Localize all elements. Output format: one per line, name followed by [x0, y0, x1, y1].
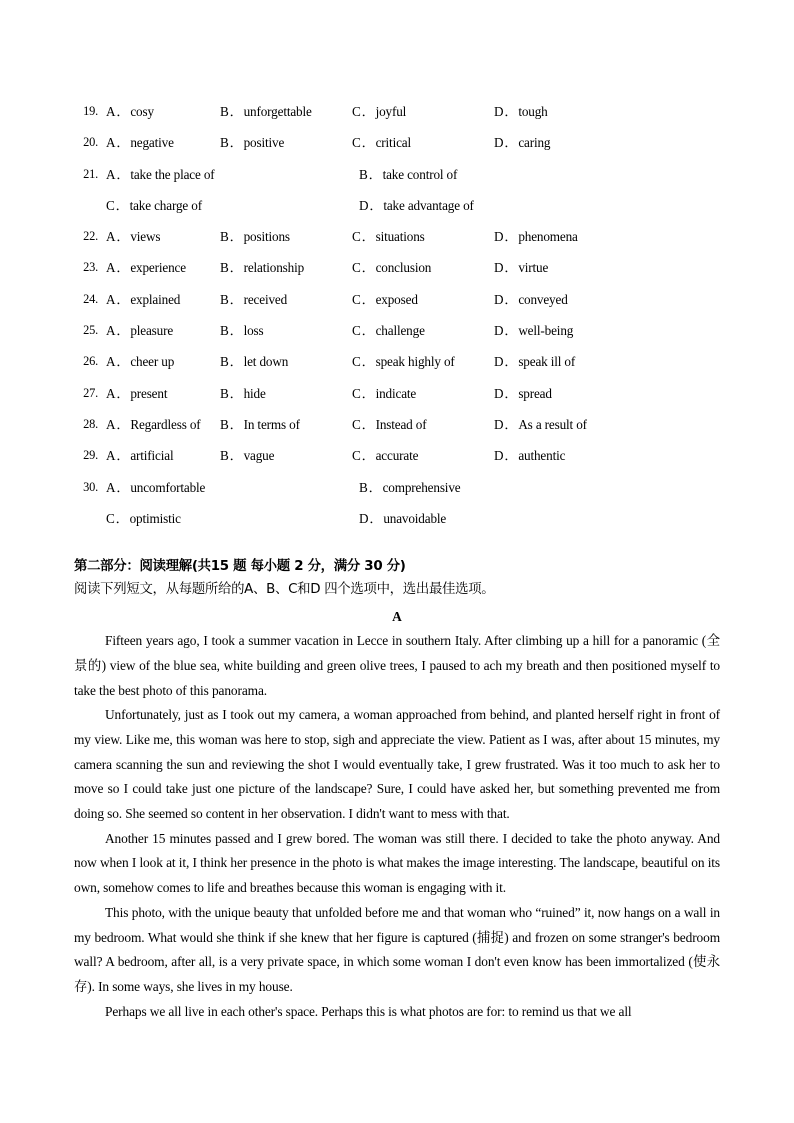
question-row-21 [74, 159, 720, 190]
option-d-text: take advantage of [383, 197, 474, 213]
option-a[interactable] [106, 284, 180, 315]
option-d-text: unavoidable [383, 510, 447, 526]
option-b-text: relationship [243, 260, 305, 276]
option-a[interactable] [106, 346, 174, 377]
question-number: 22. [83, 229, 98, 244]
option-a-label: A． [106, 104, 131, 119]
question-row-20 [74, 127, 720, 158]
option-d-text: authentic [518, 448, 566, 464]
option-d-text: caring [518, 135, 551, 151]
option-a-text: cheer up [130, 354, 175, 370]
option-d-text: conveyed [518, 291, 568, 307]
question-row-22 [74, 221, 720, 252]
question-number: 23. [83, 260, 98, 275]
passage-paragraph-5: Perhaps we all live in each other's space. Perhaps this is what photos are for: to remind us that we all [105, 1003, 632, 1019]
option-d[interactable] [359, 190, 474, 221]
question-number: 19. [83, 104, 98, 118]
option-d[interactable] [494, 346, 575, 377]
passage-paragraph-2: Unfortunately, just as I took out my camera, a woman approached from behind, and planted herself right in front of my view. Like me, this woman was here to stop, sigh and appreciate the view. Patient as I was, after about 15 minutes, my camera scanning the sun and reviewing the shot I would eventually take, I grew frustrated. Was it too much to ask her to move so I could take just one picture of the landscape? Sure, I could have asked her, but something prevented me from doing so. She seemed so content in her observation. I didn't want to mess with that. [74, 707, 720, 822]
option-c-label: C． [352, 323, 376, 339]
question-number: 30. [83, 479, 98, 494]
option-c-text: challenge [375, 323, 425, 339]
option-c-text: exposed [375, 291, 418, 307]
option-a-text: cosy [130, 104, 154, 119]
option-b-text: hide [243, 385, 266, 401]
option-a-text: take the place of [130, 166, 215, 182]
option-d[interactable] [494, 378, 552, 409]
section-heading: 第二部分：阅读理解(共15 题 每小题 2 分，满分 30 分) [74, 559, 406, 575]
option-a[interactable] [106, 96, 154, 127]
option-a-label: A． [106, 229, 131, 245]
option-d[interactable] [494, 221, 578, 252]
option-b-label: B． [220, 291, 244, 307]
option-d-text: virtue [518, 260, 549, 276]
option-c-label: C． [352, 291, 376, 307]
option-b-label: B． [220, 260, 244, 276]
passage-label: A [392, 609, 402, 625]
option-a-text: negative [130, 135, 174, 151]
question-row-30 [74, 472, 720, 503]
option-c-label: C． [352, 385, 376, 401]
option-c-text: situations [375, 229, 425, 245]
option-c[interactable] [352, 440, 418, 471]
option-b[interactable] [220, 96, 312, 127]
option-a[interactable] [106, 315, 173, 346]
option-b[interactable] [359, 159, 457, 190]
option-b-text: unforgettable [243, 104, 312, 119]
option-b-label: B． [359, 166, 383, 182]
option-b-text: comprehensive [382, 479, 461, 495]
option-d-label: D． [494, 135, 519, 151]
option-d-label: D． [494, 260, 519, 276]
option-d-text: phenomena [518, 229, 578, 245]
question-row-30-cont [74, 503, 720, 534]
option-d-label: D． [494, 354, 519, 370]
option-d[interactable] [494, 409, 587, 440]
cloze-question-list [74, 96, 720, 534]
option-d-label: D． [494, 291, 519, 307]
option-a[interactable] [106, 472, 205, 503]
option-d[interactable] [494, 96, 548, 127]
option-c[interactable] [352, 284, 418, 315]
option-a-text: present [130, 385, 168, 401]
option-a-label: A． [106, 385, 131, 401]
option-b-text: vague [243, 448, 275, 464]
option-c-text: take charge of [129, 197, 202, 213]
question-row-29 [74, 440, 720, 471]
section-instruction: 阅读下列短文，从每题所给的A、B、C和D 四个选项中，选出最佳选项。 [74, 582, 495, 598]
option-b[interactable] [220, 440, 274, 471]
option-c-label: C． [352, 260, 376, 276]
option-d-label: D． [494, 416, 519, 432]
question-row-25 [74, 315, 720, 346]
option-d[interactable] [494, 315, 573, 346]
option-b-text: positive [243, 135, 285, 151]
option-d[interactable] [359, 503, 446, 534]
passage-paragraph-4: This photo, with the unique beauty that unfolded before me and that woman who “ruined” it, now hangs on a wall in my bedroom. What would she think if she knew that her figure is captured (捕捉) and frozen on some stranger's bedroom wall? A bedroom, after all, is a very private space, in which some woman I don't even know has been immortalized (使永存). In some ways, she lives in my house. [74, 904, 720, 994]
option-c-label: C． [106, 197, 130, 213]
option-a-label: A． [106, 416, 131, 432]
option-b[interactable] [359, 472, 460, 503]
option-c-text: speak highly of [375, 354, 455, 370]
option-c-label: C． [352, 135, 376, 151]
option-b-label: B． [220, 448, 244, 464]
option-a[interactable] [106, 127, 174, 158]
question-number: 25. [83, 323, 98, 338]
option-b[interactable] [220, 378, 266, 409]
question-row-27 [74, 378, 720, 409]
option-a[interactable] [106, 221, 160, 252]
option-c-label: C． [352, 354, 376, 370]
option-d-text: tough [518, 104, 548, 119]
option-b-text: let down [243, 354, 289, 370]
option-a[interactable] [106, 252, 186, 283]
option-a-text: experience [130, 260, 186, 276]
option-c[interactable] [106, 503, 181, 534]
option-b[interactable] [220, 127, 284, 158]
option-b-text: In terms of [243, 416, 300, 432]
option-d-label: D． [494, 229, 519, 245]
option-d-label: D． [494, 104, 519, 119]
option-a[interactable] [106, 440, 173, 471]
question-number: 20. [83, 135, 98, 150]
question-row-24 [74, 284, 720, 315]
option-b-label: B． [220, 135, 244, 151]
option-c[interactable] [352, 378, 416, 409]
option-c-label: C． [352, 104, 376, 119]
question-row-21-cont [74, 190, 720, 221]
option-a-text: explained [130, 291, 181, 307]
option-c-text: joyful [375, 104, 407, 119]
option-b-label: B． [220, 354, 244, 370]
question-number: 26. [83, 354, 98, 369]
option-b-text: loss [243, 323, 264, 339]
option-c-text: indicate [375, 385, 417, 401]
option-c-label: C． [352, 416, 376, 432]
question-row-23 [74, 252, 720, 283]
option-a-label: A． [106, 354, 131, 370]
option-c[interactable] [352, 127, 411, 158]
question-number: 27. [83, 385, 98, 400]
option-a-label: A． [106, 479, 131, 495]
option-b-label: B． [220, 104, 244, 119]
question-row-19 [74, 96, 720, 127]
option-b[interactable] [220, 221, 290, 252]
option-d-text: spread [518, 385, 552, 401]
option-b[interactable] [220, 409, 300, 440]
option-b[interactable] [220, 315, 264, 346]
option-c-text: Instead of [375, 416, 427, 432]
option-c[interactable] [352, 96, 406, 127]
option-d[interactable] [494, 440, 565, 471]
option-d-label: D． [494, 385, 519, 401]
option-d-text: speak ill of [518, 354, 576, 370]
option-a-label: A． [106, 135, 131, 151]
passage-paragraph-1: Fifteen years ago, I took a summer vacation in Lecce in southern Italy. After climbing up a hill for a panoramic (全景的) view of the blue sea, white building and green olive trees, I paused to ach my breath and then positioned myself to take the best photo of this panorama. [74, 633, 720, 698]
option-a-text: pleasure [130, 323, 174, 339]
option-d[interactable] [494, 284, 568, 315]
option-a-label: A． [106, 448, 131, 464]
option-c-text: accurate [375, 448, 419, 464]
option-d-label: D． [359, 197, 384, 213]
option-b-label: B． [220, 385, 244, 401]
question-number: 21. [83, 166, 98, 181]
question-row-26 [74, 346, 720, 377]
option-a[interactable] [106, 159, 215, 190]
option-a-label: A． [106, 323, 131, 339]
question-row-28 [74, 409, 720, 440]
option-c[interactable] [352, 409, 426, 440]
option-c-label: C． [352, 448, 376, 464]
option-c-text: conclusion [375, 260, 432, 276]
option-a-text: artificial [130, 448, 174, 464]
page-content [74, 96, 720, 1024]
option-b-label: B． [220, 323, 244, 339]
option-a[interactable] [106, 378, 167, 409]
option-c[interactable] [352, 315, 425, 346]
option-b-label: B． [220, 229, 244, 245]
option-a-label: A． [106, 166, 131, 182]
option-b-text: take control of [382, 166, 458, 182]
option-d[interactable] [494, 252, 548, 283]
option-c[interactable] [352, 346, 455, 377]
option-b-label: B． [359, 479, 383, 495]
option-b-text: received [243, 291, 288, 307]
option-a-label: A． [106, 291, 131, 307]
option-c[interactable] [352, 221, 425, 252]
option-d-label: D． [494, 448, 519, 464]
option-a-label: A． [106, 260, 131, 276]
option-d-text: well-being [518, 323, 574, 339]
option-a-text: Regardless of [130, 416, 201, 432]
option-d-label: D． [359, 510, 384, 526]
option-c-text: optimistic [129, 510, 181, 526]
option-c-text: critical [375, 135, 412, 151]
option-c[interactable] [106, 190, 202, 221]
option-c[interactable] [352, 252, 431, 283]
option-c-label: C． [106, 510, 130, 526]
option-d[interactable] [494, 127, 550, 158]
option-d-label: D． [494, 323, 519, 339]
option-a-text: views [130, 229, 161, 245]
option-a-text: uncomfortable [130, 479, 206, 495]
option-b[interactable] [220, 284, 287, 315]
option-a[interactable] [106, 409, 201, 440]
passage-paragraph-3: Another 15 minutes passed and I grew bored. The woman was still there. I decided to take the photo anyway. And now when I look at it, I think her presence in the photo is what makes the image interesting. The landscape, beautiful on its own, somehow comes to life and breathes because this woman is engaging with it. [74, 830, 720, 896]
option-b-label: B． [220, 416, 244, 432]
question-number: 24. [83, 291, 98, 306]
question-number: 29. [83, 448, 98, 463]
option-b[interactable] [220, 346, 288, 377]
option-b-text: positions [243, 229, 290, 245]
option-c-label: C． [352, 229, 376, 245]
option-d-text: As a result of [518, 416, 587, 432]
option-b[interactable] [220, 252, 304, 283]
question-number: 28. [83, 416, 98, 431]
